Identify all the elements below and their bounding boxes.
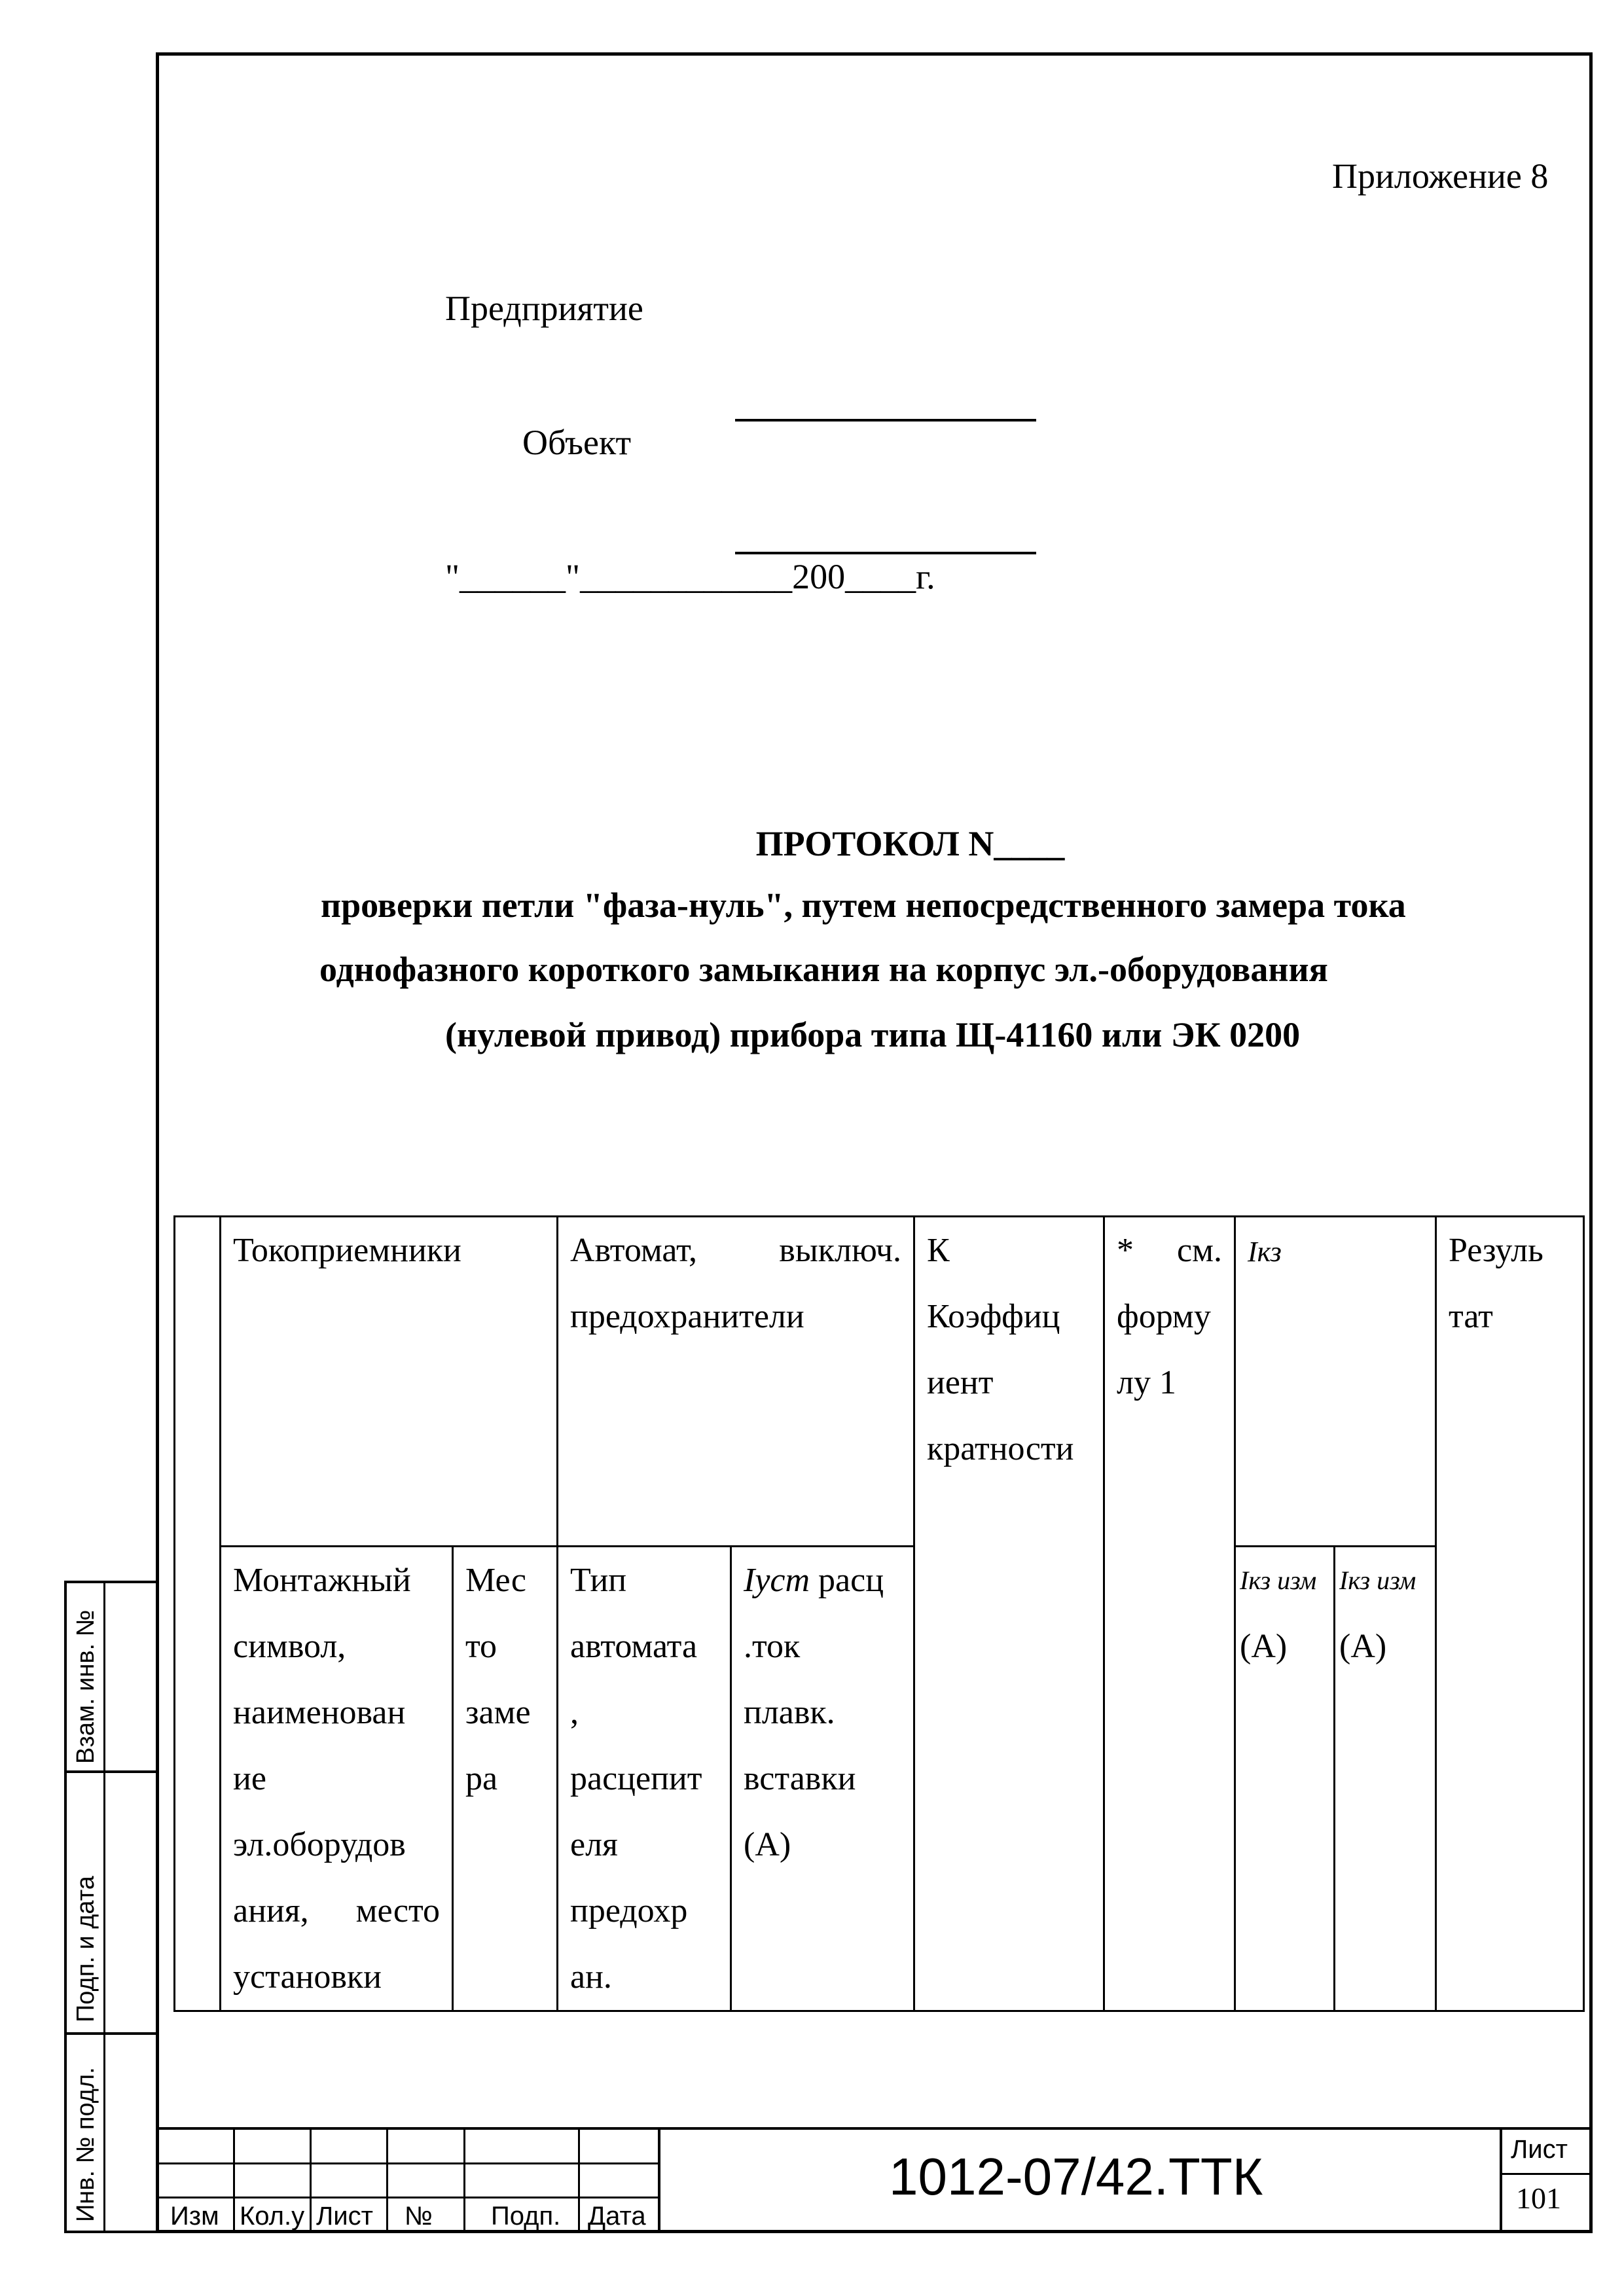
col-podp: Подп. [491, 2202, 561, 2231]
col-list: Лист [316, 2202, 373, 2231]
sheet-number: 101 [1516, 2181, 1561, 2215]
sheet-label: Лист [1511, 2135, 1568, 2164]
index-column [175, 1217, 221, 2011]
protocol-title: ПРОТОКОЛ N____ [755, 824, 1065, 863]
title-block [156, 2127, 1593, 2233]
col-data: Дата [588, 2202, 646, 2231]
doc-code: 1012-07/42.ТТК [889, 2147, 1263, 2206]
protocol-table [173, 1215, 1585, 2012]
formula-header: * см. форму лу 1 [1104, 1217, 1235, 2011]
enterprise-label: Предприятие [445, 289, 643, 328]
breaker-header: Автомат, выключ. предохранители [558, 1217, 914, 1547]
subtitle-line-3: (нулевой привод) прибора типа Щ-41160 или ЭК 0200 [445, 1015, 1301, 1054]
ikz-meas-cell-2: Iкз изм (А) [1335, 1547, 1436, 2011]
result-header: Резуль тат [1436, 1217, 1584, 2011]
enterprise-underline [735, 419, 1036, 422]
side-stamp-inv-original: Инв. № подл. [72, 2067, 99, 2222]
col-kolu: Кол.у [240, 2202, 305, 2231]
consumers-header: Токоприемники [221, 1217, 558, 1547]
object-underline [735, 552, 1036, 554]
mount-symbol-cell: Монтажный символ, наименован ие эл.оборудов ания, место установки [221, 1547, 453, 2011]
ikz-meas-cell-1: Iкз изм (А) [1235, 1547, 1335, 2011]
iust-cell: Iуст расц .ток плавк. вставки (А) [731, 1547, 914, 2011]
col-izm: Изм [170, 2202, 219, 2231]
subtitle-line-1: проверки петли "фаза-нуль", путем непосредственного замера тока [321, 886, 1406, 925]
breaker-type-cell: Тип автомата , расцепит еля предохр ан. [558, 1547, 731, 2011]
measure-place-cell: Мес то заме ра [453, 1547, 558, 2011]
subtitle-line-2: однофазного короткого замыкания на корпус эл.-оборудования [319, 950, 1328, 989]
side-stamp-replaced-inv: Взам. инв. № [72, 1609, 99, 1764]
appendix-label: Приложение 8 [1332, 156, 1549, 196]
side-stamp-sign-date: Подп. и дата [72, 1876, 99, 2022]
col-number: № [405, 2202, 433, 2231]
object-label: Объект [522, 423, 632, 462]
ikz-header: Iкз [1235, 1217, 1436, 1547]
date-line: "______"____________200____г. [445, 557, 935, 596]
ratio-header: К Коэффиц иент кратности [914, 1217, 1104, 2011]
